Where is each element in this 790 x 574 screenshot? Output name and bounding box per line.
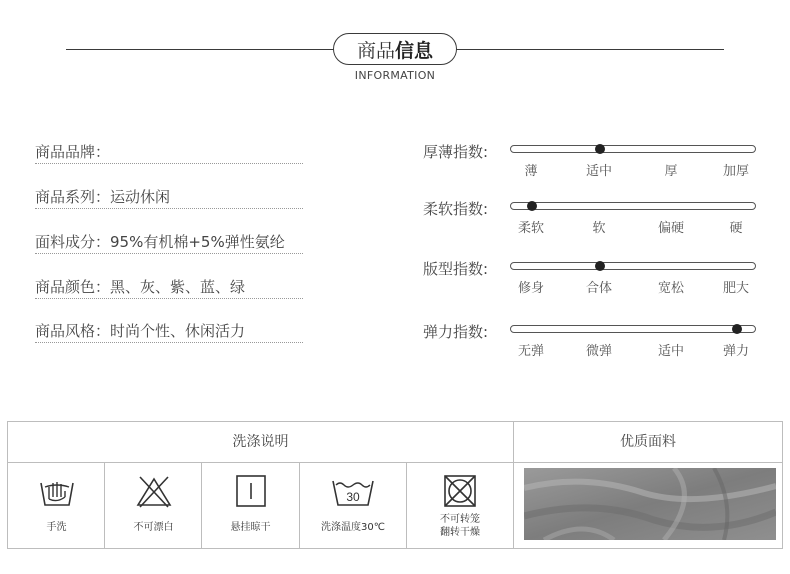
softness-index-track [510,202,756,210]
softness-option: 软 [592,221,606,236]
care-item-hand-wash [8,463,105,549]
fit-option: 修身 [517,281,544,296]
care-item-wash-30 [300,463,406,549]
section-title-bold: 信息 [395,39,434,62]
thickness-option: 厚 [664,164,678,179]
fabric-title: 优质面料 [620,434,676,450]
section-title-light: 商品 [356,39,395,62]
no-bleach-icon [134,473,174,509]
care-label: 不可漂白 [133,522,174,533]
care-label-line1: 不可转笼 [440,514,480,525]
elasticity-index-track [510,325,756,333]
header-rule-left [66,49,334,50]
care-label-line2: 翻转干燥 [440,527,480,538]
fit-option: 合体 [585,281,612,296]
hang-dry-icon [231,473,271,509]
fit-index-marker [595,261,605,271]
elasticity-index-label: 弹力指数: [423,323,489,341]
elasticity-index-marker [732,324,742,334]
softness-option: 柔软 [517,221,544,236]
spec-material: 面料成分：95%有机棉+5%弹性氨纶 [35,231,303,254]
spec-brand: 商品品牌： [35,141,303,164]
softness-option: 偏硬 [657,221,684,236]
header-rule-right [456,49,724,50]
fit-option: 宽松 [657,281,684,296]
thickness-option: 适中 [585,164,612,179]
spec-style: 商品风格：时尚个性、休闲活力 [35,320,303,343]
table-divider [514,462,782,463]
care-label: 洗涤温度30℃ [321,522,385,533]
fabric-image [524,468,776,540]
elasticity-option: 弹力 [722,344,749,359]
thickness-option: 加厚 [722,164,749,179]
thickness-index-marker [595,144,605,154]
spec-series: 商品系列：运动休闲 [35,186,303,209]
thickness-index-track [510,145,756,153]
fit-index-track [510,262,756,270]
softness-index-label: 柔软指数: [423,200,489,218]
hand-wash-icon [37,473,77,509]
table-divider [513,422,514,548]
section-subtitle: INFORMATION [354,69,436,82]
care-instructions-title: 洗涤说明 [232,434,289,450]
elasticity-option: 无弹 [517,344,544,359]
care-table [7,421,783,549]
care-label: 手洗 [46,522,67,533]
elasticity-option: 微弹 [585,344,612,359]
fit-index-label: 版型指数: [423,260,489,278]
softness-option: 硬 [729,221,743,236]
care-item-hang-dry [202,463,299,549]
care-label: 悬挂晾干 [230,522,271,533]
thickness-option: 薄 [524,164,538,179]
care-item-no-bleach [105,463,202,549]
wash-30-icon [330,473,376,509]
no-tumble-dry-icon [440,473,480,511]
fabric-swatch [524,468,776,540]
fit-option: 肥大 [722,281,749,296]
thickness-index-label: 厚薄指数: [423,143,489,161]
spec-colors: 商品颜色：黑、灰、紫、蓝、绿 [35,276,303,299]
care-item-no-tumble-dry [407,463,513,549]
elasticity-option: 适中 [657,344,684,359]
softness-index-marker [527,201,537,211]
wash-temperature: 30 [346,490,360,504]
section-title [333,33,457,65]
